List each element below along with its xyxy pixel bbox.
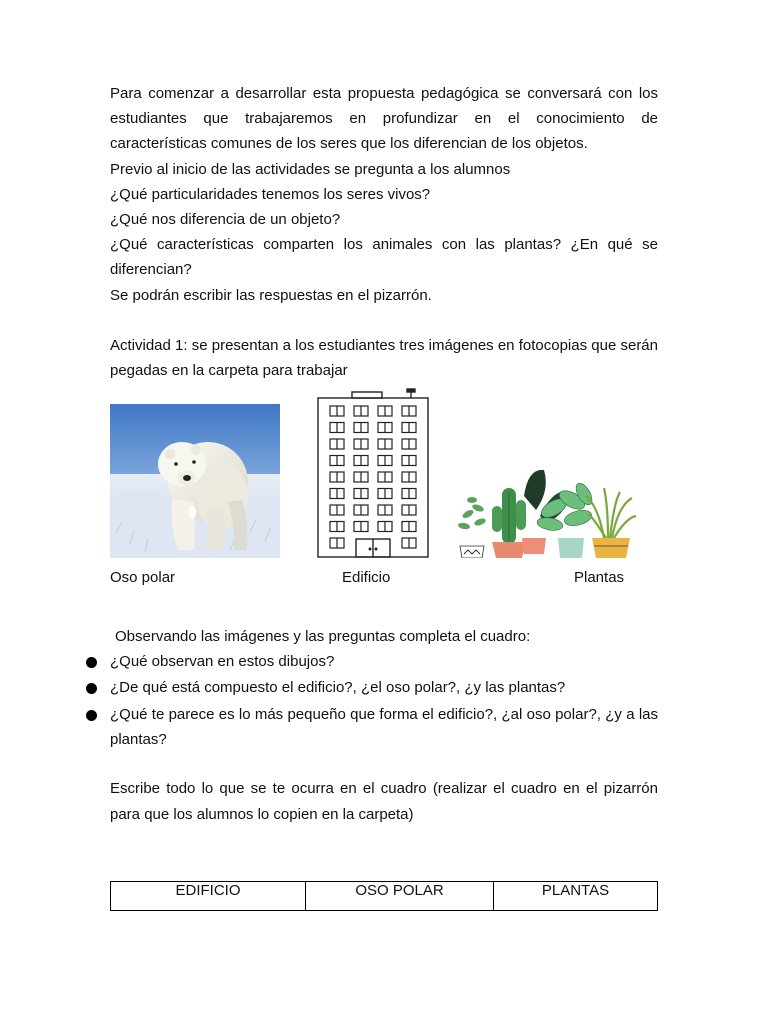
observation-intro: Observando las imágenes y las preguntas completa el cuadro: (115, 628, 531, 645)
bullet-item (110, 702, 658, 752)
instructions-section (110, 776, 658, 828)
polar-bear-image (110, 404, 280, 558)
table-row (111, 882, 658, 911)
bullet-text: ¿Qué observan en estos dibujos? (110, 653, 335, 671)
intro-closing: Se podrán escribir las respuestas en el pizarrón. (110, 286, 432, 304)
intro-paragraph: Para comenzar a desarrollar esta propuesta pedagógica se conversará con los estudiantes que trabajaremos en profundizar en el conocimiento de características comunes de los seres que los diferencian de los objetos. (110, 85, 658, 153)
bullet-icon (86, 657, 97, 668)
intro-section (110, 81, 658, 308)
plants-image (454, 466, 640, 558)
question-3: ¿Qué características comparten los animales con las plantas? ¿En qué se diferencian? (110, 236, 658, 279)
question-2: ¿Qué nos diferencia de un objeto? (110, 211, 341, 229)
bullet-icon (86, 683, 97, 694)
activity-section (110, 333, 658, 383)
answer-table (110, 881, 658, 911)
bullet-item (110, 649, 658, 674)
building-image (316, 388, 430, 558)
activity-text: Actividad 1: se presentan a los estudiantes tres imágenes en fotocopias que serán pegadas en la carpeta para trabajar (110, 337, 658, 380)
intro-prompt: Previo al inicio de las actividades se pregunta a los alumnos (110, 160, 511, 178)
bullet-text: ¿De qué está compuesto el edificio?, ¿el oso polar?, ¿y las plantas? (110, 679, 566, 697)
question-1: ¿Qué particularidades tenemos los seres vivos? (110, 185, 431, 203)
instructions-text: Escribe todo lo que se te ocurra en el cuadro (realizar el cuadro en el pizarrón para que los alumnos lo copien en la carpeta) (110, 780, 658, 823)
plants-caption: Plantas (574, 569, 625, 586)
bullet-icon (86, 710, 97, 721)
bear-caption: Oso polar (110, 569, 176, 586)
table-header-plantas: PLANTAS (494, 882, 658, 911)
building-caption: Edificio (342, 569, 391, 586)
table-header-oso-polar: OSO POLAR (306, 882, 494, 911)
bullet-item (110, 675, 658, 700)
table-header-edificio: EDIFICIO (111, 882, 306, 911)
observation-section (110, 624, 658, 752)
bullet-text: ¿Qué te parece es lo más pequeño que forma el edificio?, ¿al oso polar?, ¿y a las plantas? (110, 705, 658, 748)
